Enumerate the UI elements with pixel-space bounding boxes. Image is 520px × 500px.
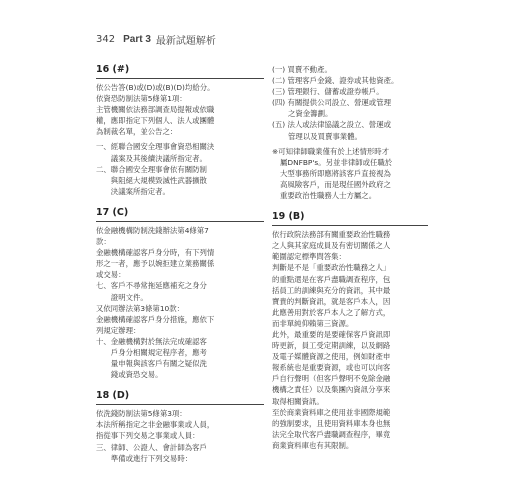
text-line: 此應善用對於客戶本人之了解方式，	[272, 307, 391, 317]
item-marker: 二、	[96, 164, 111, 174]
answer-paragraph	[96, 225, 264, 280]
answer-paragraph	[96, 82, 264, 137]
note-paragraph	[272, 146, 428, 201]
text-line: 括員工的訓練與充分的資訊，其中最	[272, 285, 391, 295]
text-line: 準備或進行下列交易時：	[110, 453, 193, 463]
text-line: 範圍認定標準問答集：	[272, 252, 346, 262]
text-line: 聯合國安全理事會依有關防制	[110, 164, 207, 174]
list-item	[96, 336, 264, 380]
item-marker: 七、	[96, 281, 111, 291]
text-line: 依資恐防制法第5條第1項：	[96, 94, 187, 104]
left-column	[96, 64, 264, 464]
text-line: 判斷是不是「重要政治性職務之人」	[272, 263, 391, 273]
text-line: 證明文件。	[110, 292, 148, 302]
heading-rule	[96, 78, 264, 79]
list-item: (二) 管理客戶金錢、證券或其他資產。	[272, 76, 399, 86]
question-18	[96, 390, 264, 463]
text-line: 至於商業資料庫之使用並非國際規範	[272, 407, 391, 417]
item-marker: 一、	[96, 142, 111, 152]
text-line: 本法所稱指定之非金融事業或人員，	[96, 420, 215, 430]
text-line: 與阻絕大規模毀滅性武器擴散	[110, 175, 207, 185]
list-item: (四) 有關提供公司設立、營運或管理	[272, 98, 391, 108]
text-line: 機構之責任）以及集團內資訊分享來	[272, 385, 391, 395]
item-marker: 十、	[96, 336, 111, 346]
item-marker: 三、	[96, 442, 111, 452]
list-item: (三) 管理銀行、儲蓄或證券帳戶。	[272, 87, 384, 97]
list-item-continuation: 管理以及買賣事業體。	[288, 131, 362, 141]
answer-paragraph	[96, 408, 264, 441]
text-line: 形之一者，應予以婉拒建立業務關係	[96, 259, 215, 269]
text-line: 律師、公證人、會計師為客戶	[110, 442, 207, 452]
text-line: 此外，最重要的是要確保客戶資訊即	[272, 329, 391, 339]
text-line: 議案及其後續決議所指定者。	[110, 153, 207, 163]
text-line: 依公告答(B)或(D)或(B)(D)均給分。	[96, 83, 215, 92]
text-line: 依金融機構防制洗錢辦法第4條第7	[96, 225, 209, 235]
text-line: 又依同辦法第3條第10款：	[96, 303, 185, 313]
text-line: 依洗錢防制法第5條第3項：	[96, 409, 187, 419]
answer-paragraph	[96, 303, 264, 336]
list-item: (一) 買賣不動產。	[272, 65, 332, 74]
transaction-list	[272, 64, 428, 142]
section-title: 最新試題解析	[155, 35, 216, 47]
answer-paragraph	[272, 229, 428, 451]
text-line: 客戶不尋常拖延應補充之身分	[110, 281, 207, 291]
text-line: 指從事下列交易之事業或人員：	[96, 431, 200, 441]
text-line: 之人與其家庭成員及有密切關係之人	[272, 241, 391, 251]
page-number: 342	[96, 33, 116, 45]
text-line: 高風險客戶，而是現任國外政府之	[280, 179, 391, 189]
text-line: 經聯合國安全理事會資恐相關決	[110, 142, 215, 152]
heading-rule	[96, 221, 264, 222]
text-line: 量申報與該客戶有關之疑似洗	[110, 359, 207, 369]
text-line: ※可知律師職業僅有於上述情形時才	[272, 146, 390, 156]
text-line: 及電子媒體資源之使用，例如財產申	[272, 352, 391, 362]
question-17	[96, 207, 264, 380]
text-line: 而非單純仰賴第三資源。	[272, 318, 354, 328]
heading-rule	[96, 404, 264, 405]
text-line: 時更新，員工受定期訓練，以及網路	[272, 341, 391, 351]
heading-rule	[272, 225, 428, 226]
question-16	[96, 64, 264, 197]
text-line: 的重點還是在客戶盡職調查程序，包	[272, 274, 391, 284]
list-item	[96, 280, 264, 302]
text-line: 寶貴的判斷資訊，就是客戶本人，因	[272, 296, 391, 306]
question-heading: 17 (C)	[96, 206, 129, 218]
text-line: 款：	[96, 237, 111, 247]
text-line: 的強制要求，且使用資料庫本身也無	[272, 418, 391, 428]
text-line: 主管機關依法務部調查局提報或依職	[96, 105, 215, 115]
text-line: 列規定辦理：	[96, 325, 141, 335]
text-line: 法完全取代客戶盡職調查程序，畢竟	[272, 429, 391, 439]
text-line: 屬DNFBP's。另並非律師或任職於	[280, 157, 393, 167]
right-column	[272, 64, 428, 451]
text-line: 重要政治性職務人士方屬之。	[280, 191, 377, 201]
list-item	[96, 442, 264, 464]
text-line: 為制裁名單，並公告之：	[96, 127, 178, 137]
text-line: 錢或資恐交易。	[110, 370, 163, 380]
question-19	[272, 211, 428, 451]
text-line: 報系統也是重要資源，或也可以向客	[272, 363, 391, 373]
text-line: 大型事務所即應將該客戶直接視為	[280, 168, 391, 178]
text-line: 或交易：	[96, 270, 126, 280]
page-header	[96, 32, 216, 46]
text-line: 權，應即指定下列個人、法人或團體	[96, 116, 215, 126]
question-heading: 19 (B)	[272, 211, 305, 223]
text-line: 商業資料庫也有其限制。	[272, 440, 354, 450]
text-line: 戶身分相關規定程序者，應考	[110, 347, 207, 357]
list-item-continuation: 之資金籌劃。	[288, 109, 333, 119]
list-item	[96, 141, 264, 163]
question-heading: 18 (D)	[96, 390, 130, 402]
text-line: 決議案所指定者。	[110, 186, 170, 196]
text-line: 取得相關資訊。	[272, 396, 324, 406]
list-item	[96, 164, 264, 197]
list-item: (五) 法人或法律協議之設立、營運或	[272, 120, 391, 130]
text-line: 金融機構確認客戶身分措施，應依下	[96, 314, 215, 324]
text-line: 戶自行聲明（但客戶聲明不免除金融	[272, 374, 391, 384]
question-heading: 16 (#)	[96, 64, 130, 75]
text-line: 金融機構確認客戶身分時，有下列情	[96, 248, 215, 258]
text-line: 依行政院法務部有關重要政治性職務	[272, 230, 391, 240]
text-line: 金融機構對於無法完成確認客	[110, 336, 207, 346]
part-label: Part 3	[123, 33, 151, 45]
